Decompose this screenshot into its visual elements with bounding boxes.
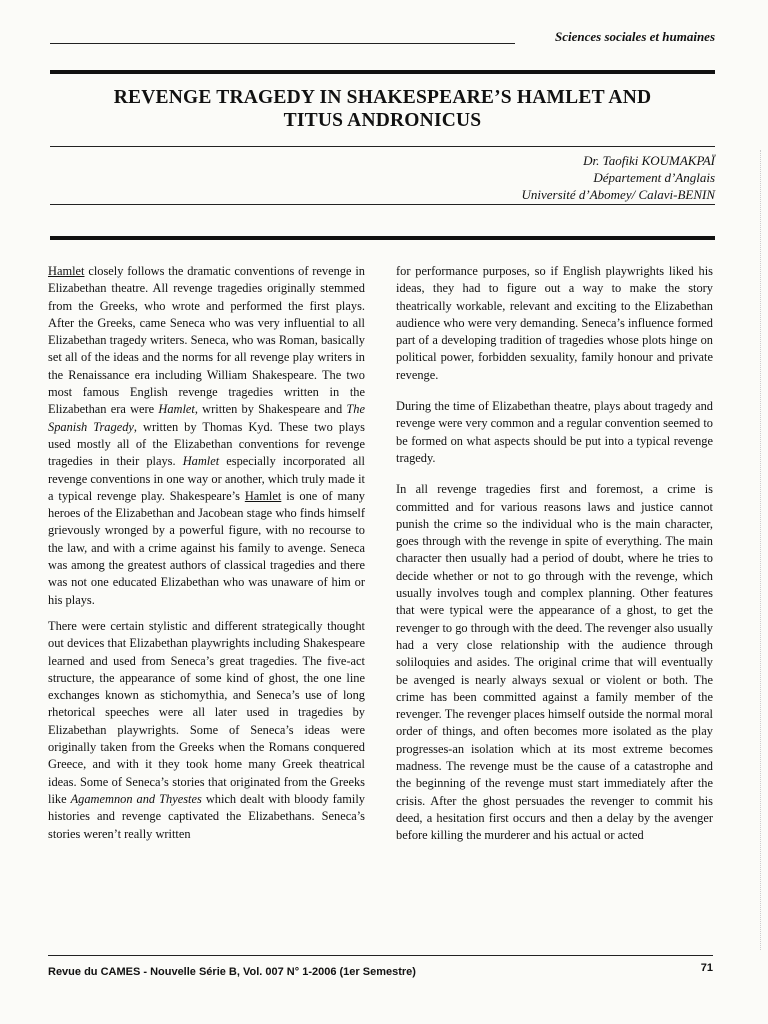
author-bottom-rule (50, 204, 715, 205)
italic-title: Hamlet (48, 264, 85, 278)
author-name: Dr. Taofiki KOUMAKPAÏ (583, 153, 715, 168)
title-line-2: TITUS ANDRONICUS (283, 110, 482, 131)
running-header (50, 29, 715, 49)
title-bottom-rule (50, 146, 715, 147)
author-block (315, 152, 715, 203)
body-paragraph: There were certain stylistic and different strategically thought out devices that Elizabethan playwrights including Shakespeare learned and used from Seneca’s great tragedies. The five-act structure, the appearance of some kind of ghost, the one line exchanges known as stichomythia, and Seneca’s use of long rhetorical speeches were all later used in tragedies by Elizabethan playwrights. Some of Seneca’s ideas were originally taken from the Greeks when the Romans conquered Greece, and with it they took home many Greek theatrical ideas. Some of Seneca’s stories that originated from the Greeks like Agamemnon and Thyestes which dealt with bloody family histories and revenge captivated the Elizabethans. Seneca’s stories weren’t really written (48, 618, 365, 841)
italic-title: Hamlet (182, 454, 220, 469)
article-title (50, 86, 715, 132)
italic-title: Agamemnon and Thyestes (70, 791, 202, 806)
page-number: 71 (700, 962, 713, 974)
title-top-rule (50, 70, 715, 74)
author-department: Département d’Anglais (593, 170, 715, 185)
footer-rule (48, 955, 713, 956)
body-paragraph: for performance purposes, so if English playwrights liked his ideas, they had to figure out a way to make the story theatrically workable, relevant and exciting to the Elizabethan audience who were very demanding. Seneca’s influence formed part of a developing tradition of tragedies whose plots hinge on political power, forbidden sexuality, family honour and private revenge. (396, 264, 713, 382)
body-paragraph: In all revenge tragedies first and foremost, a crime is committed and for various reasons laws and justice cannot punish the crime so the individual who is the main character, goes through with the revenge in spite of everything. The main character then usually had a period of doubt, where he tries to decide whether or not to go through with the revenge, which usually involves tough and complex planning. Other features that were typical were the appearance of a ghost, to get the revenger to go through with the deed. The revenger also usually had a very close relationship with the audience through soliloquies and asides. The original crime that will eventually be avenged is nearly always sexual or violent or both. The crime has been committed against a family member of the revenger. The revenger places himself outside the normal moral order of things, and often becomes more isolated as the play progresses-an isolation which at its most extreme becomes madness. The revenge must be the cause of a catastrophe and the beginning of the revenge must start immediately after the crisis. After the ghost persuades the revenger to commit his deed, a hesitation first occurs and then a delay by the avenger before killing the murderer and his actual or acted (396, 482, 713, 843)
journal-section-label: Sciences sociales et humaines (555, 29, 715, 44)
italic-title: Hamlet (244, 488, 282, 503)
journal-citation: Revue du CAMES - Nouvelle Série B, Vol. 007 N° 1-2006 (1er Semestre) (48, 966, 416, 978)
body-paragraph: During the time of Elizabethan theatre, plays about tragedy and revenge were very common and a regular convention seemed to be formed on what aspects should be put into a typical revenge tragedy. (396, 399, 713, 465)
body-paragraph: Hamlet closely follows the dramatic conventions of revenge in Elizabethan theatre. All revenge tragedies originally stemmed from the Greeks, who wrote and performed the first plays. After the Greeks, came Seneca who was very influential to all Elizabethan tragedy writers. Seneca, who was Roman, basically set all of the ideas and the norms for all revenge play writers in the Renaissance era including William Shakespeare. The two most famous English revenge tragedies written in the Elizabethan era were Hamlet, written by Shakespeare and The Spanish Tragedy, written by Thomas Kyd. These two plays used mostly all of the Elizabethan conventions for revenge tragedies in their plays. Hamlet especially incorporated all revenge conventions in one way or another, which truly made it a typical revenge play. Shakespeare’s Hamlet is one of many heroes of the Elizabethan and Jacobean stage who finds himself grievously wronged by a powerful figure, with no recourse to the law, and with a crime against his family to avenge. Seneca was among the greatest authors of classical tragedies and there was not one educated Elizabethan who was unaware of him or his plays. (48, 264, 365, 607)
body-top-rule (50, 236, 715, 240)
header-rule (50, 43, 515, 44)
left-column (48, 263, 365, 852)
italic-title: Hamlet (158, 402, 195, 417)
author-university: Université d’Abomey/ Calavi-BENIN (521, 187, 715, 202)
italic-title: The Spanish Tragedy (48, 402, 365, 434)
page-footer (48, 955, 713, 980)
title-line-1: REVENGE TRAGEDY IN SHAKESPEARE’S HAMLET AND (113, 87, 652, 108)
scan-edge-mark (760, 150, 762, 950)
right-column (396, 263, 713, 854)
